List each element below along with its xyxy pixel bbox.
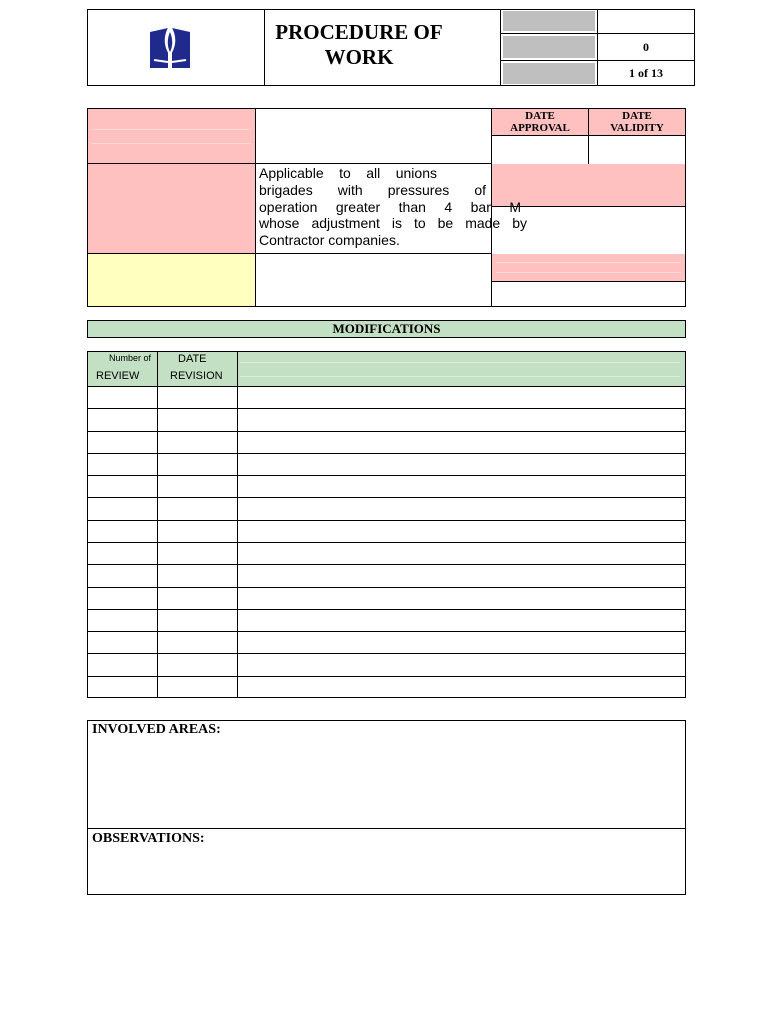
header-label-cell bbox=[503, 11, 595, 31]
revision-value: 0 bbox=[643, 39, 649, 54]
table-col-divider bbox=[157, 351, 158, 698]
info-right-cell bbox=[492, 254, 685, 281]
involved-areas-section bbox=[87, 720, 686, 895]
table-row bbox=[87, 453, 686, 454]
info-divider bbox=[87, 253, 255, 254]
scope-line: whose adjustment is to be made by bbox=[259, 215, 527, 232]
col-header-revision: REVISION bbox=[170, 370, 223, 382]
table-row bbox=[87, 542, 686, 543]
info-divider bbox=[255, 253, 492, 254]
table-row bbox=[87, 676, 686, 677]
info-label-cell bbox=[88, 109, 255, 163]
table-row bbox=[87, 631, 686, 632]
col-header-date: DATE bbox=[178, 353, 207, 365]
col-header-number-of: Number of bbox=[109, 353, 152, 363]
info-divider bbox=[491, 135, 686, 136]
date-validity-label: VALIDITY bbox=[610, 122, 664, 134]
header-divider bbox=[500, 9, 501, 86]
company-logo bbox=[146, 22, 194, 72]
info-label-cell bbox=[88, 164, 255, 253]
date-validity-label: DATE bbox=[622, 110, 652, 122]
modifications-table bbox=[87, 351, 686, 698]
col-header-review: REVIEW bbox=[96, 370, 140, 382]
scope-text bbox=[259, 165, 527, 249]
table-row bbox=[87, 408, 686, 409]
table-row bbox=[87, 587, 686, 588]
document-title-line: PROCEDURE OF bbox=[275, 20, 443, 44]
involved-areas-label: INVOLVED AREAS: bbox=[92, 722, 221, 737]
scope-line: brigades with pressures of bbox=[259, 181, 486, 198]
scope-line: Applicable to all unions bbox=[259, 165, 437, 181]
date-approval-header bbox=[492, 109, 588, 135]
document-title-line: WORK bbox=[324, 45, 394, 69]
section-divider bbox=[87, 828, 686, 829]
date-validity-header bbox=[589, 109, 685, 135]
table-row bbox=[87, 497, 686, 498]
table-row bbox=[87, 564, 686, 565]
table-row bbox=[87, 653, 686, 654]
scope-line: Contractor companies. bbox=[259, 232, 400, 249]
header-label-cell bbox=[503, 36, 595, 58]
info-divider bbox=[87, 163, 492, 164]
info-divider bbox=[491, 281, 686, 282]
table-row bbox=[87, 520, 686, 521]
modifications-title: MODIFICATIONS bbox=[87, 320, 686, 338]
document-title bbox=[264, 20, 454, 70]
date-approval-label: APPROVAL bbox=[510, 122, 570, 134]
table-row bbox=[87, 431, 686, 432]
observations-label: OBSERVATIONS: bbox=[92, 831, 205, 846]
header-label-cell bbox=[503, 63, 595, 84]
table-row bbox=[87, 386, 686, 387]
info-label-cell bbox=[88, 254, 255, 306]
table-col-divider bbox=[237, 351, 238, 698]
info-divider bbox=[255, 108, 256, 307]
page-number: 1 of 13 bbox=[629, 66, 663, 80]
date-approval-label: DATE bbox=[525, 110, 555, 122]
scope-line: operation greater than 4 bar M bbox=[259, 198, 521, 215]
table-row bbox=[87, 609, 686, 610]
table-row bbox=[87, 475, 686, 476]
